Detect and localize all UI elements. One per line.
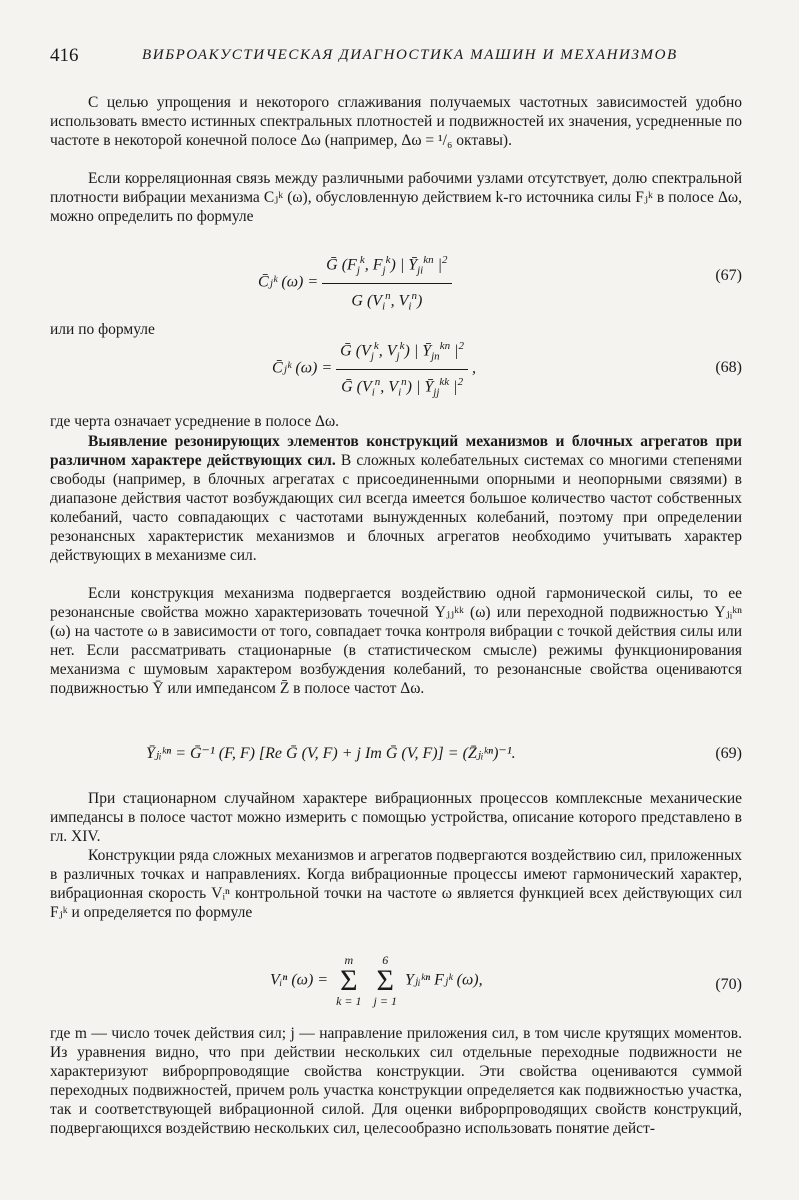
- paragraph-5-text: В сложных колебательных системах со многими степенями свободы (например, в блочных агрегатах с присоединенными опорными и неопорными связями) в диапазоне действия частот возбуждающих сил всегда имеется большое количество частот собственных колебаний, часто совпадающих с частотами вынужденных колебаний, поэтому при определении резонансных характеристик механизмов и блочных агрегатов необходимо учитывать характер действующих в механизме сил.: [50, 452, 742, 564]
- equation-68-number: (68): [715, 359, 742, 376]
- paragraph-4: где черта означает усреднение в полосе Δω.: [50, 413, 340, 430]
- equation-70-number: (70): [715, 976, 742, 993]
- sum-over-k: m Σ k = 1: [336, 953, 362, 1008]
- equation-69-number: (69): [715, 745, 742, 762]
- equation-67-lhs: C̄ⱼᵏ (ω) =: [258, 273, 319, 291]
- paragraph-1: С целью упрощения и некоторого сглаживания получаемых частотных зависимостей удобно использовать вместо истинных спектральных плотностей и подвижностей их значения, усредненные по частоте в некоторой конечной полосе Δω (например, Δω = ¹/₆ октавы).: [50, 94, 742, 149]
- equation-68: C̄ⱼᵏ (ω) = $\frac{Ḡ (V_j^k, V_j^k) | Ȳ_{jn}^{kn} |^2}{Ḡ (V_i^n, V_i^n) | Ȳ_{jj}^{kk} |^2}$ ,: [272, 336, 476, 402]
- page-number: 416: [50, 45, 79, 66]
- equation-68-fraction: $\frac{Ḡ (V_j^k, V_j^k) | Ȳ_{jn}^{kn} |^2}{Ḡ (V_i^n, V_i^n) | Ȳ_{jj}^{kk} |^2}$: [336, 336, 468, 402]
- section-heading: Выявление резонирующих элементов конструкций механизмов и блочных агрегатов при различном характере действующих сил.: [50, 433, 742, 469]
- paragraph-7: При стационарном случайном характере вибрационных процессов комплексные механические импедансы в полосе частот можно измерить с помощью устройства, описание которого представлено в гл. XIV.: [50, 790, 742, 845]
- paragraph-8: Конструкции ряда сложных механизмов и агрегатов подвергаются воздействию сил, приложенных в различных точках и направлениях. Когда вибрационные процессы имеют гармонический характер, вибрационная скорость Vᵢⁿ контрольной точки на частоте ω является функцией всех действующих сил Fⱼᵏ и определяется по формуле: [50, 847, 742, 921]
- paragraph-2: Если корреляционная связь между различными рабочими узлами отсутствует, долю спектральной плотности вибрации механизма Cⱼᵏ (ω), обусловленную действием k-го источника силы Fⱼᵏ в полосе Δω, можно определить по формуле: [50, 170, 742, 225]
- equation-69: Ȳⱼᵢᵏⁿ = Ḡ⁻¹ (F, F) [Re Ḡ (V, F) + j Im Ḡ (V, F)] = (Z̄ⱼᵢᵏⁿ)⁻¹.: [146, 745, 516, 762]
- equation-67-number: (67): [715, 267, 742, 284]
- paragraph-5: [50, 432, 742, 565]
- paragraph-9: где m — число точек действия сил; j — направление приложения сил, в том числе крутящих моментов. Из уравнения видно, что при действии нескольких сил отдельные переходные подвижности не характеризуют виброрпроводящие свойства конструкции. Эти свойства оцениваются суммой переходных подвижностей, причем роль участка конструкции определяется как подвижностью участка, так и соответствующей вибрационной силой. Для оценки виброрпроводящих свойств конструкций, подвергающихся воздействию нескольких сил, целесообразно использовать понятие дейст-: [50, 1025, 742, 1137]
- equation-67-fraction: $\frac{Ḡ (F_j^k, F_j^k) | Ȳ_{ji}^{kn} |^2}{G (V_i^n, V_i^n)}$: [322, 250, 451, 316]
- equation-70-rhs: Yⱼᵢᵏⁿ Fⱼᵏ (ω),: [404, 971, 483, 989]
- paragraph-3: или по формуле: [50, 321, 155, 338]
- running-title: ВИБРОАКУСТИЧЕСКАЯ ДИАГНОСТИКА МАШИН И МЕХАНИЗМОВ: [142, 47, 678, 63]
- page-header: [50, 45, 750, 73]
- equation-70-lhs: Vᵢⁿ (ω) =: [270, 971, 329, 989]
- sum-over-j: 6 Σ j = 1: [373, 953, 397, 1008]
- equation-68-lhs: C̄ⱼᵏ (ω) =: [272, 359, 333, 377]
- paragraph-6: Если конструкция механизма подвергается воздействию одной гармонической силы, то ее резонансные свойства можно характеризовать точечной Yⱼⱼᵏᵏ (ω) или переходной подвижностью Yⱼᵢᵏⁿ (ω) на частоте ω в зависимости от того, совпадает точка контроля вибрации с точкой действия силы или нет. Если рассматривать стационарные (в статистическом смысле) режимы функционирования механизма с шумовым характером возбуждения колебаний, то резонансные свойства оцениваются подвижностью Ȳ или импедансом Z̄ в полосе частот Δω.: [50, 585, 742, 697]
- equation-70: [270, 954, 483, 1008]
- equation-67: [258, 250, 452, 316]
